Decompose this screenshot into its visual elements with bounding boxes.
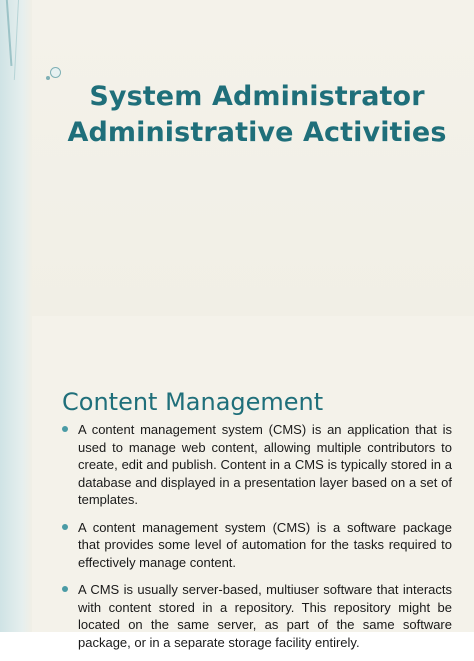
- list-item: [60, 421, 452, 509]
- section-heading: Content Management: [62, 388, 324, 416]
- bullet-text: A content management system (CMS) is an application that is used to manage web content, allowing multiple contributors to create, edit and publish. Content in a CMS is typically stored in a database and displayed in a presentation layer based on a set of templates.: [78, 422, 452, 507]
- slide-title: [40, 79, 474, 151]
- list-item: [60, 519, 452, 572]
- bullet-text: A CMS is usually server-based, multiuser software that interacts with content stored in a repository. This repository might be located on the same server, as part of the same software package, or in a separate storage facility entirely.: [78, 582, 452, 650]
- bullet-icon: [62, 524, 68, 530]
- slide-title-line-2: Administrative Activities: [67, 117, 447, 148]
- bullet-icon: [62, 586, 68, 592]
- list-item: [60, 581, 452, 651]
- bullet-icon: [62, 426, 68, 432]
- bullet-list: [60, 421, 452, 661]
- bullet-text: A content management system (CMS) is a software package that provides some level of automation for the tasks required to effectively manage content.: [78, 519, 452, 570]
- title-slide: [0, 0, 474, 316]
- decorative-side-bar: [0, 316, 32, 632]
- decorative-circle-icon: [50, 67, 61, 78]
- slide-title-line-1: System Administrator: [89, 81, 425, 112]
